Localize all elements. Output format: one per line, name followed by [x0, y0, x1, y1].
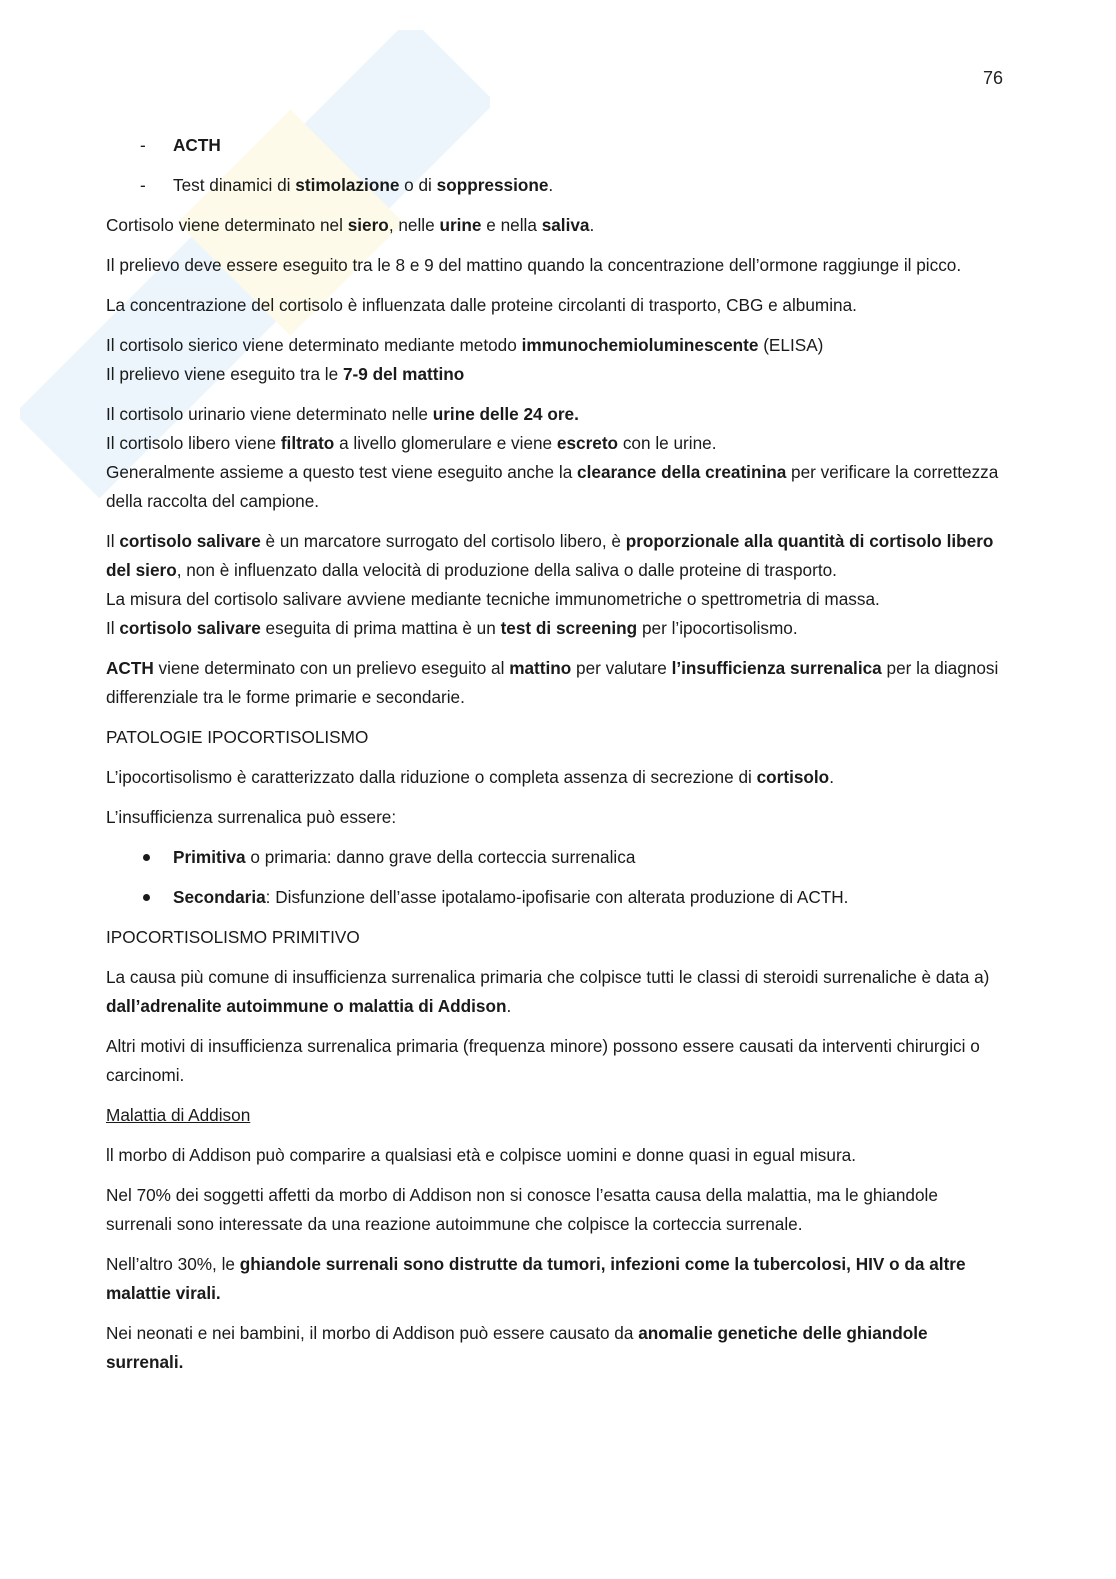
bold-text: siero	[347, 215, 389, 235]
page-number: 76	[982, 68, 1003, 88]
bullet-dot-icon	[143, 854, 150, 861]
bold-text: ACTH	[106, 658, 154, 678]
bold-text: escreto	[556, 433, 619, 453]
text-run: L’insufficienza surrenalica può essere:	[106, 807, 397, 827]
bold-text: l’insufficienza surrenalica	[671, 658, 882, 678]
bold-text: saliva	[541, 215, 590, 235]
text-run: per l’ipocortisolismo.	[637, 618, 798, 638]
text-run: ll morbo di Addison può comparire a qualsiasi età e colpisce uomini e donne quasi in egual misura.	[106, 1145, 856, 1165]
text-run: Nell’altro 30%, le	[106, 1254, 240, 1274]
text-run: IPOCORTISOLISMO PRIMITIVO	[106, 927, 360, 947]
list-item	[106, 883, 1006, 912]
text-run: a livello glomerulare e viene	[334, 433, 557, 453]
list-item	[106, 171, 1006, 200]
document-body	[106, 131, 1006, 1388]
bold-text: Secondaria	[173, 887, 266, 907]
text-run: o primaria: danno grave della corteccia surrenalica	[245, 847, 636, 867]
list-item	[106, 843, 1006, 872]
text-run: per verificare la correttezza della raccolta del campione.	[106, 462, 999, 511]
text-run: Generalmente assieme a questo test viene eseguito anche la	[106, 462, 578, 482]
bold-text: cortisolo salivare	[119, 531, 261, 551]
text-run: Il prelievo viene eseguito tra le	[106, 364, 343, 384]
text-run: Il prelievo deve essere eseguito tra le 8 e 9 del mattino quando la concentrazione dell’ormone raggiunge il picco.	[106, 255, 962, 275]
text-run: viene determinato con un prelievo eseguito al	[153, 658, 510, 678]
text-run: , nelle	[388, 215, 440, 235]
bold-text: clearance della creatinina	[577, 462, 787, 482]
text-run: .	[548, 175, 554, 195]
bold-text: soppressione	[436, 175, 549, 195]
text-run: Nel 70% dei soggetti affetti da morbo di Addison non si conosce l’esatta causa della malattia, ma le ghiandole surrenali sono interessate da una reazione autoimmune che colpisce la corteccia surrenale.	[106, 1185, 938, 1234]
bullet-dash-icon: -	[140, 175, 146, 195]
bold-text: cortisolo salivare	[119, 618, 261, 638]
text-run: o di	[399, 175, 437, 195]
paragraph	[106, 723, 1006, 752]
bold-text: 7-9 del mattino	[342, 364, 465, 384]
bold-text: immunochemioluminescente	[521, 335, 759, 355]
text-run: Malattia di Addison	[106, 1105, 251, 1125]
text-run: La causa più comune di insufficienza surrenalica primaria che colpisce tutti le classi di steroidi surrenaliche è data a)	[106, 967, 990, 987]
bold-text: dall’adrenalite autoimmune o malattia di Addison	[106, 996, 507, 1016]
bold-text: cortisolo	[756, 767, 830, 787]
text-run: .	[829, 767, 834, 787]
text-run: , non è influenzato dalla velocità di produzione della saliva o dalle proteine di trasporto.	[176, 560, 837, 580]
bold-text: mattino	[509, 658, 572, 678]
text-run: .	[506, 996, 512, 1016]
text-run: Cortisolo viene determinato nel	[106, 215, 348, 235]
paragraph	[106, 211, 1006, 240]
paragraph	[106, 400, 1006, 516]
text-run: Il cortisolo libero viene	[106, 433, 281, 453]
paragraph	[106, 291, 1006, 320]
paragraph	[106, 1101, 1006, 1130]
bold-text: stimolazione	[295, 175, 400, 195]
paragraph	[106, 1181, 1006, 1239]
paragraph	[106, 963, 1006, 1021]
paragraph	[106, 527, 1006, 643]
bold-text: urine delle 24 ore.	[432, 404, 579, 424]
paragraph	[106, 1319, 1006, 1377]
paragraph	[106, 763, 1006, 792]
text-run: Il cortisolo urinario viene determinato nelle	[106, 404, 433, 424]
text-run: eseguita di prima mattina è un	[260, 618, 501, 638]
text-run: La misura del cortisolo salivare avviene mediante tecniche immunometriche o spettrometria di massa.	[106, 589, 880, 609]
bold-text: anomalie genetiche delle ghiandole surrenali.	[106, 1323, 928, 1372]
bold-text: test di screening	[500, 618, 638, 638]
text-run: con le urine.	[618, 433, 717, 453]
bullet-list	[106, 843, 1006, 912]
paragraph	[106, 923, 1006, 952]
paragraph	[106, 654, 1006, 712]
dash-list	[106, 131, 1006, 200]
bold-text: filtrato	[280, 433, 335, 453]
bold-text: proporzionale alla quantità di cortisolo libero del siero	[106, 531, 994, 580]
bold-text: ghiandole surrenali sono distrutte da tumori, infezioni come la tubercolosi, HIV o da altre malattie virali.	[106, 1254, 966, 1303]
bold-text: urine	[439, 215, 482, 235]
text-run: per la diagnosi differenziale tra le forme primarie e secondarie.	[106, 658, 999, 707]
text-run: è un marcatore surrogato del cortisolo libero, è	[260, 531, 626, 551]
text-run: Nei neonati e nei bambini, il morbo di Addison può essere causato da	[106, 1323, 639, 1343]
paragraph	[106, 1250, 1006, 1308]
text-run: Il	[106, 531, 120, 551]
paragraph	[106, 1141, 1006, 1170]
bold-text: Primitiva	[173, 847, 246, 867]
text-run: per valutare	[571, 658, 672, 678]
paragraph	[106, 803, 1006, 832]
text-run: PATOLOGIE IPOCORTISOLISMO	[106, 727, 369, 747]
text-run: (ELISA)	[758, 335, 824, 355]
text-run: e nella	[481, 215, 542, 235]
text-run: : Disfunzione dell’asse ipotalamo-ipofisarie con alterata produzione di ACTH.	[265, 887, 849, 907]
text-run: Test dinamici di	[173, 175, 296, 195]
paragraph	[106, 331, 1006, 389]
text-run: Il cortisolo sierico viene determinato mediante metodo	[106, 335, 522, 355]
paragraph	[106, 1032, 1006, 1090]
text-run: L’ipocortisolismo è caratterizzato dalla riduzione o completa assenza di secrezione di	[106, 767, 757, 787]
text-run: Il	[106, 618, 120, 638]
list-item	[106, 131, 1006, 160]
text-run: .	[589, 215, 595, 235]
bold-text: ACTH	[173, 135, 221, 155]
bullet-dash-icon: -	[140, 135, 146, 155]
paragraph	[106, 251, 1006, 280]
text-run: La concentrazione del cortisolo è influenzata dalle proteine circolanti di trasporto, CBG e albumina.	[106, 295, 857, 315]
text-run: Altri motivi di insufficienza surrenalica primaria (frequenza minore) possono essere causati da interventi chirurgici o carcinomi.	[106, 1036, 980, 1085]
bullet-dot-icon	[143, 894, 150, 901]
